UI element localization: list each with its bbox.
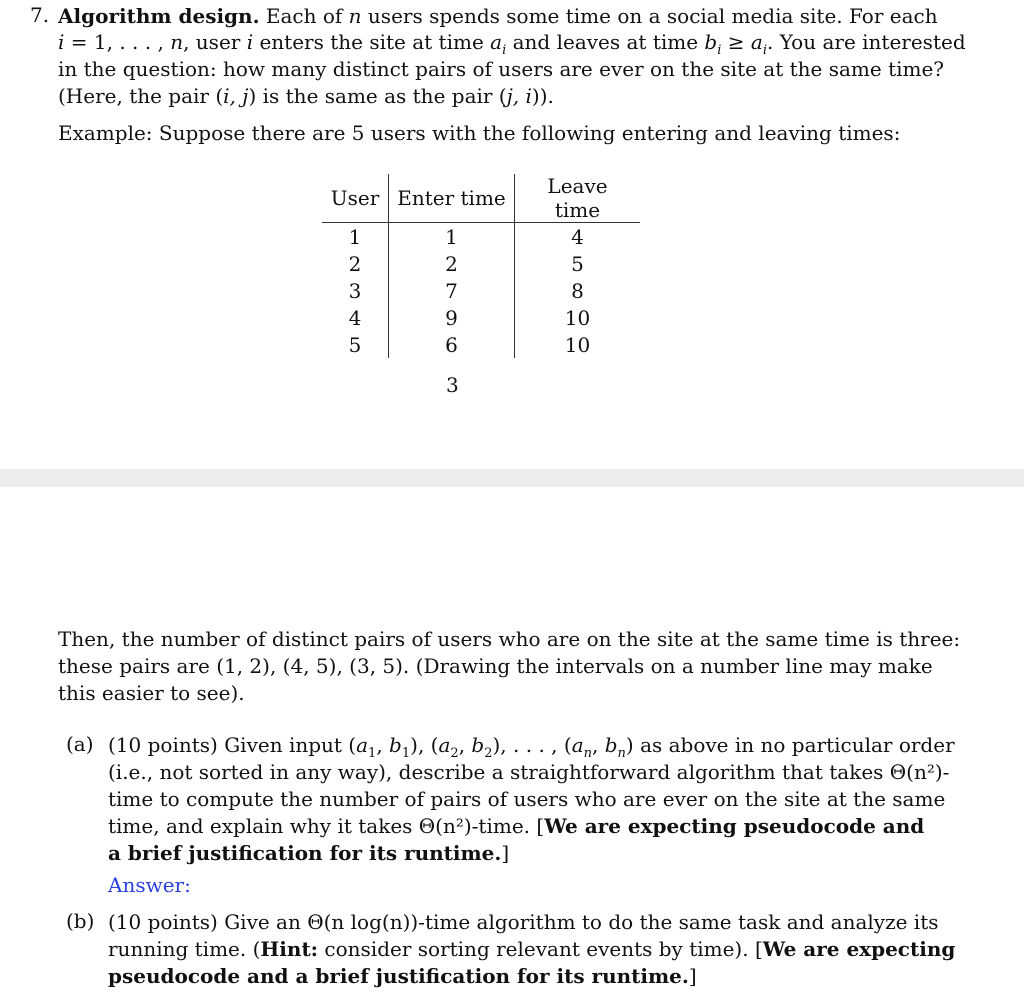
cell-user: 2 — [348, 251, 362, 276]
problem-line-3: in the question: how many distinct pairs of users are ever on the site at the same time? — [58, 57, 945, 81]
part-a-line-1: (10 points) Given input ($a_1$, $b_1$), ($a_2$, $b_2$), . . . , ($a_n$, $b_n$) as above in no particular order — [108, 733, 955, 761]
problem-number: 7. — [30, 3, 50, 27]
cell-leave: 8 — [571, 278, 584, 303]
cell-enter: 7 — [389, 277, 515, 304]
problem-title: Algorithm design. — [58, 4, 260, 28]
table-row — [322, 277, 640, 304]
handwritten-answer-3: 3 — [446, 373, 459, 397]
conclusion-line-2: these pairs are (1, 2), (4, 5), (3, 5). (Drawing the intervals on a number line may make — [58, 654, 933, 678]
table-row — [322, 304, 640, 331]
problem-line-4: (Here, the pair (i, j) is the same as the pair (j, i)). — [58, 84, 554, 108]
cell-leave: 4 — [571, 224, 584, 249]
times-table — [322, 174, 640, 358]
example-intro: Example: Suppose there are 5 users with the following entering and leaving times: — [58, 121, 901, 145]
cell-leave: 5 — [571, 251, 584, 276]
cell-leave: 10 — [564, 305, 591, 330]
part-b-line-2: running time. (Hint: consider sorting relevant events by time). [We are expecting — [108, 937, 956, 961]
conclusion-line-1: Then, the number of distinct pairs of users who are on the site at the same time is three: — [58, 627, 961, 651]
conclusion-line-3: this easier to see). — [58, 681, 245, 705]
table-row — [322, 250, 640, 277]
cell-enter: 9 — [389, 304, 515, 331]
part-a-line-5: a brief justification for its runtime.] — [108, 841, 510, 865]
problem-intro-line: Algorithm design. Each of n users spends some time on a social media site. For each — [58, 4, 938, 28]
cell-enter: 6 — [389, 331, 515, 358]
part-b-label: (b) — [66, 909, 95, 933]
header-leave-time: Leave time — [515, 174, 641, 223]
cell-user: 5 — [348, 332, 362, 357]
cell-user: 1 — [348, 224, 362, 249]
page-break-band — [0, 469, 1024, 487]
cell-user: 3 — [348, 278, 362, 303]
cell-enter: 2 — [389, 250, 515, 277]
part-a-line-3: time to compute the number of pairs of users who are ever on the site at the same — [108, 787, 946, 811]
part-b-line-1: (10 points) Give an Θ(n log(n))-time algorithm to do the same task and analyze its — [108, 910, 939, 934]
part-b-line-3: pseudocode and a brief justification for its runtime.] — [108, 964, 697, 988]
part-a-line-4: time, and explain why it takes Θ(n²)-time. [We are expecting pseudocode and — [108, 814, 925, 838]
table-row — [322, 331, 640, 358]
part-a-line-2: (i.e., not sorted in any way), describe a straightforward algorithm that takes Θ(n²)- — [108, 760, 950, 784]
header-user: User — [322, 174, 389, 223]
cell-user: 4 — [348, 305, 362, 330]
part-a-answer-label: Answer: — [108, 873, 191, 897]
problem-line-2: i = 1, . . . , n, user i enters the site at time $a_i$ and leaves at time $b_i \ge a_i$. You are interested — [58, 30, 966, 58]
header-enter-time: Enter time — [389, 174, 515, 223]
part-a-label: (a) — [66, 732, 94, 756]
table-row — [322, 223, 640, 251]
table-header-row — [322, 174, 640, 223]
cell-leave: 10 — [564, 332, 591, 357]
cell-enter: 1 — [389, 223, 515, 251]
